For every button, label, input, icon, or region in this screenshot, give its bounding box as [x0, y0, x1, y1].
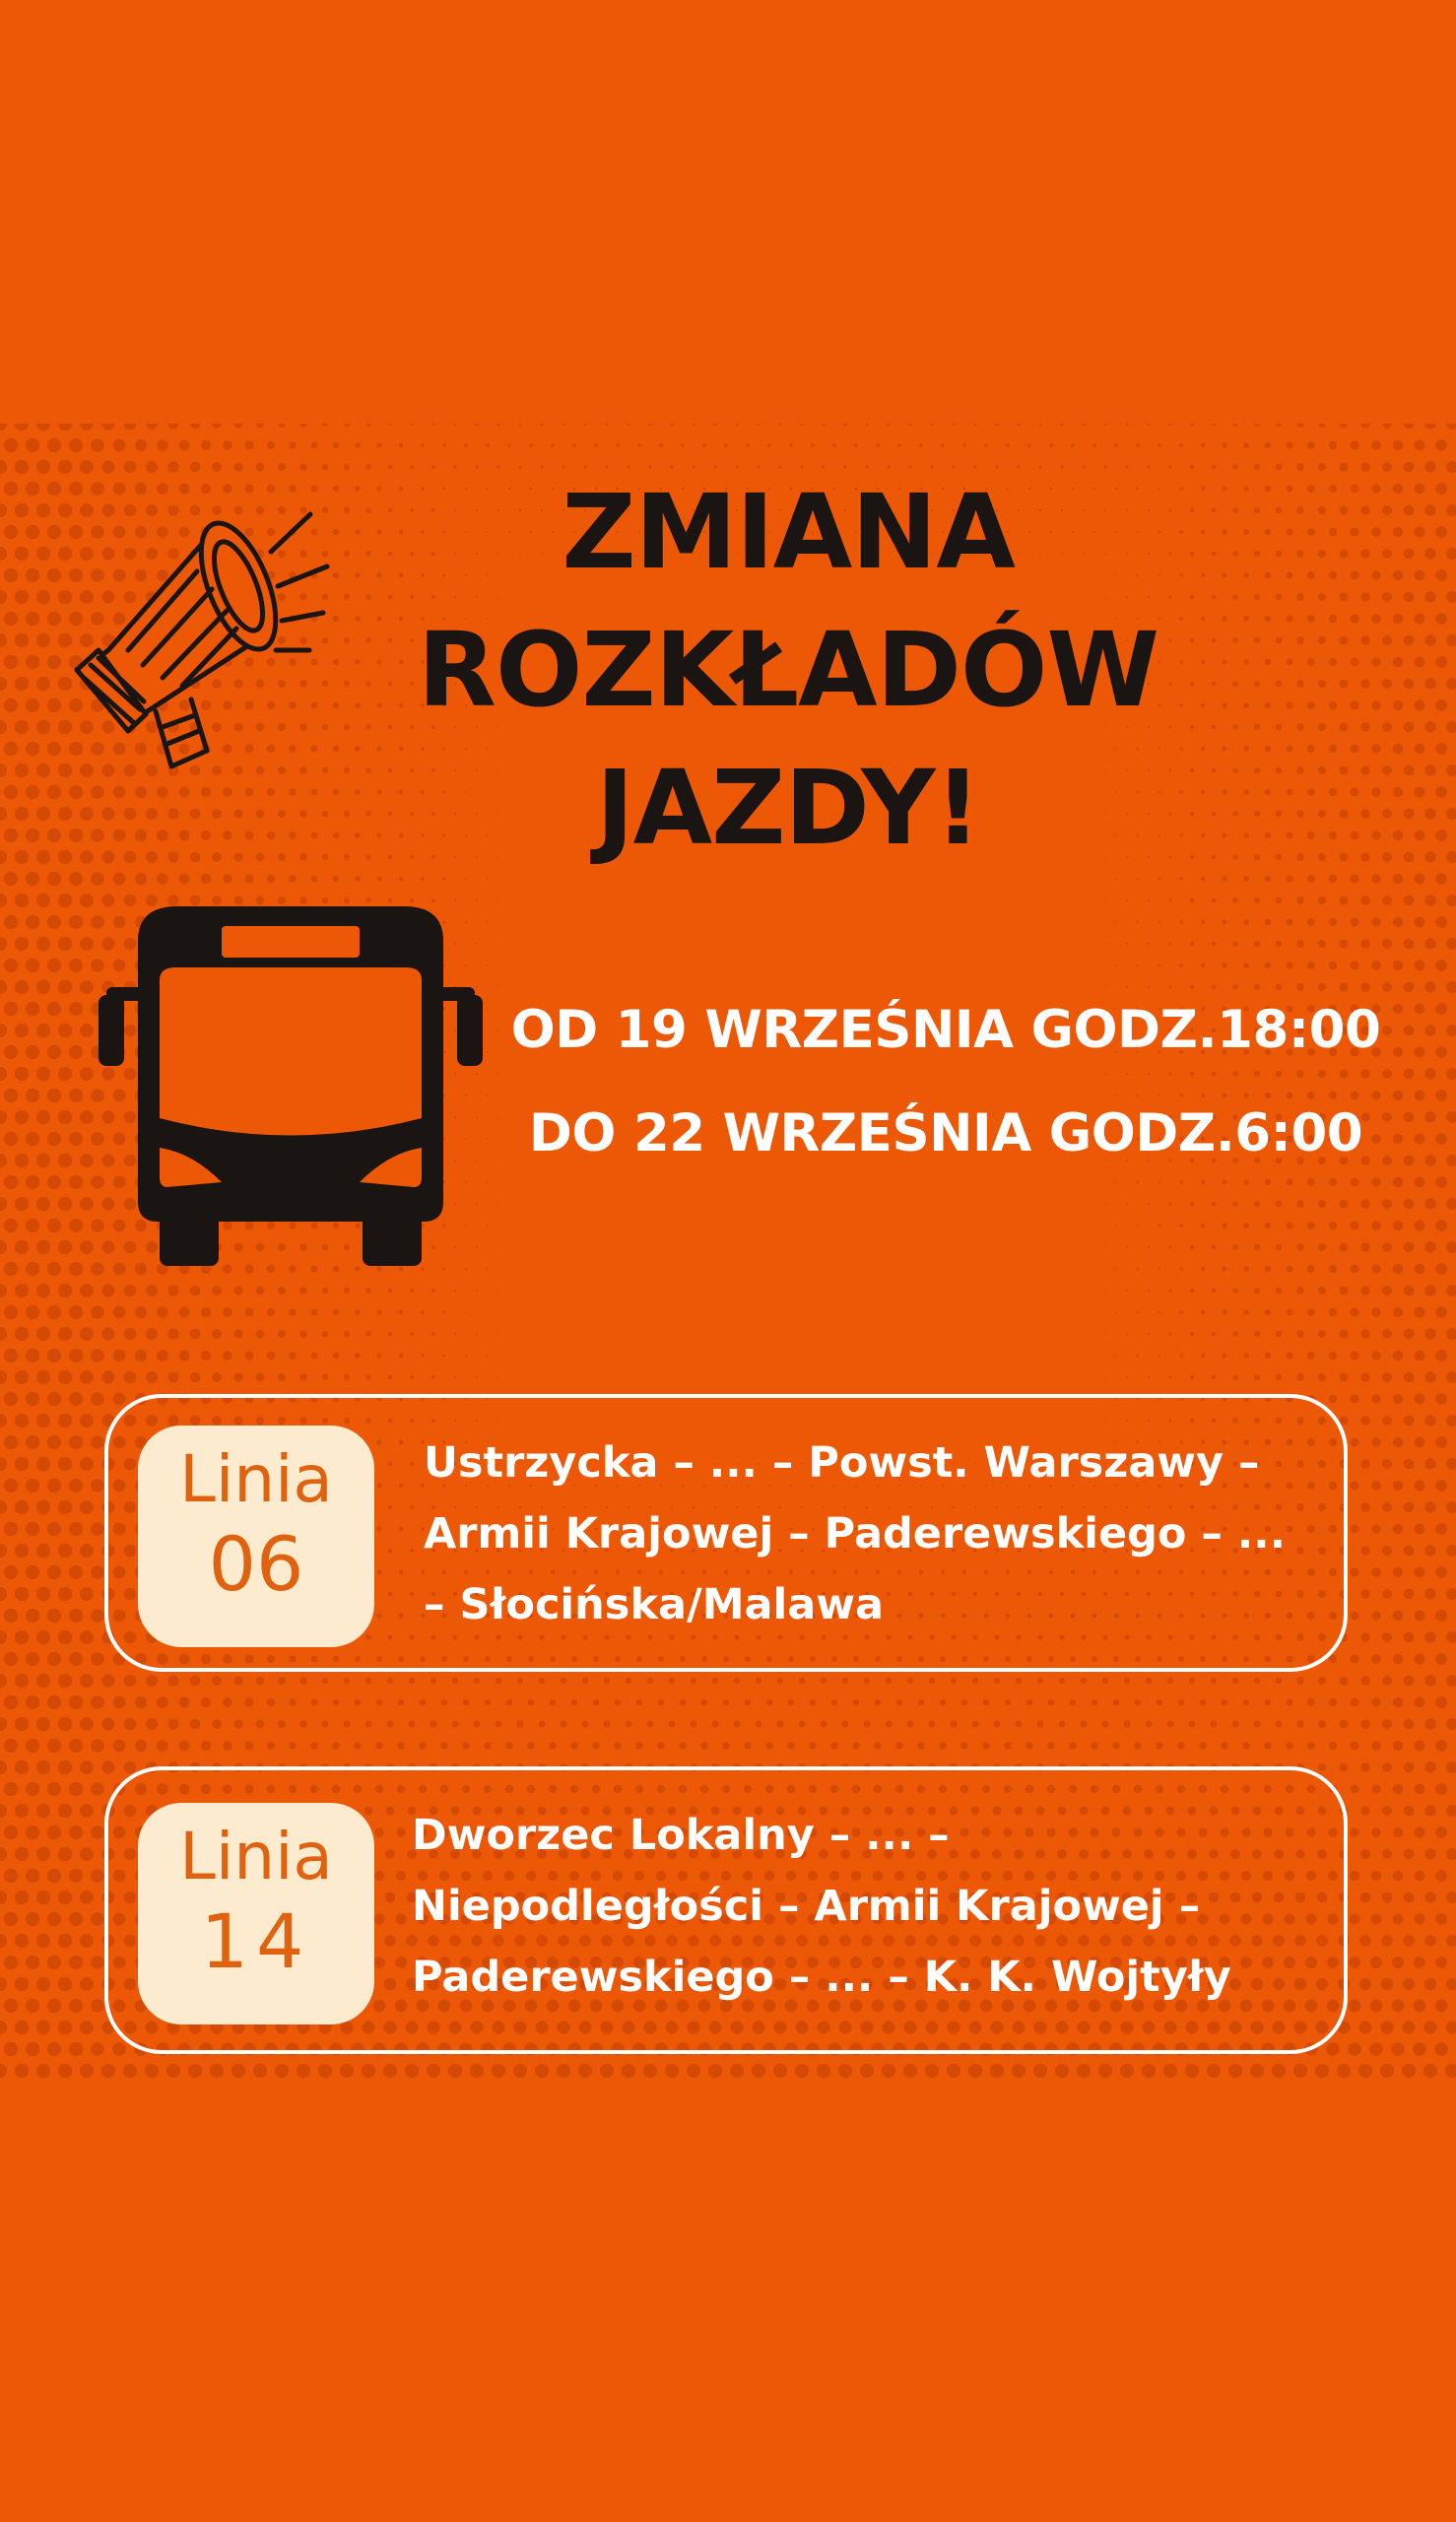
route-description [412, 1800, 1231, 2013]
headline-line-2: ROZKŁADÓW [417, 610, 1159, 730]
period-to: DO 22 WRZEŚNIA GODZ.6:00 [528, 1103, 1363, 1163]
route-line: Niepodległości – Armii Krajowej – [412, 1882, 1201, 1931]
headline-line-3: JAZDY! [595, 748, 981, 868]
line-badge-number: 06 [208, 1520, 304, 1608]
bus-icon [99, 906, 483, 1266]
route-line: Dworzec Lokalny – ... – [412, 1811, 950, 1860]
line-card-06 [104, 1394, 1348, 1672]
line-badge-label: Linia [179, 1819, 333, 1894]
line-badge-label: Linia [179, 1441, 333, 1517]
megaphone-icon [69, 502, 335, 798]
line-card-14 [104, 1766, 1348, 2054]
line-badge [138, 1426, 374, 1647]
route-line: Paderewskiego – ... – K. K. Wojtyły [412, 1953, 1231, 2002]
headline [374, 463, 1202, 877]
headline-line-1: ZMIANA [562, 472, 1015, 592]
line-badge [138, 1803, 374, 2024]
route-line: Ustrzycka – ... – Powst. Warszawy – [424, 1438, 1260, 1488]
route-description [424, 1427, 1286, 1640]
period-from: OD 19 WRZEŚNIA GODZ.18:00 [510, 1000, 1381, 1060]
route-line: Armii Krajowej – Paderewskiego – ... [424, 1509, 1286, 1559]
line-badge-number: 14 [200, 1897, 312, 1985]
route-line: – Słocińska/Malawa [424, 1580, 884, 1629]
